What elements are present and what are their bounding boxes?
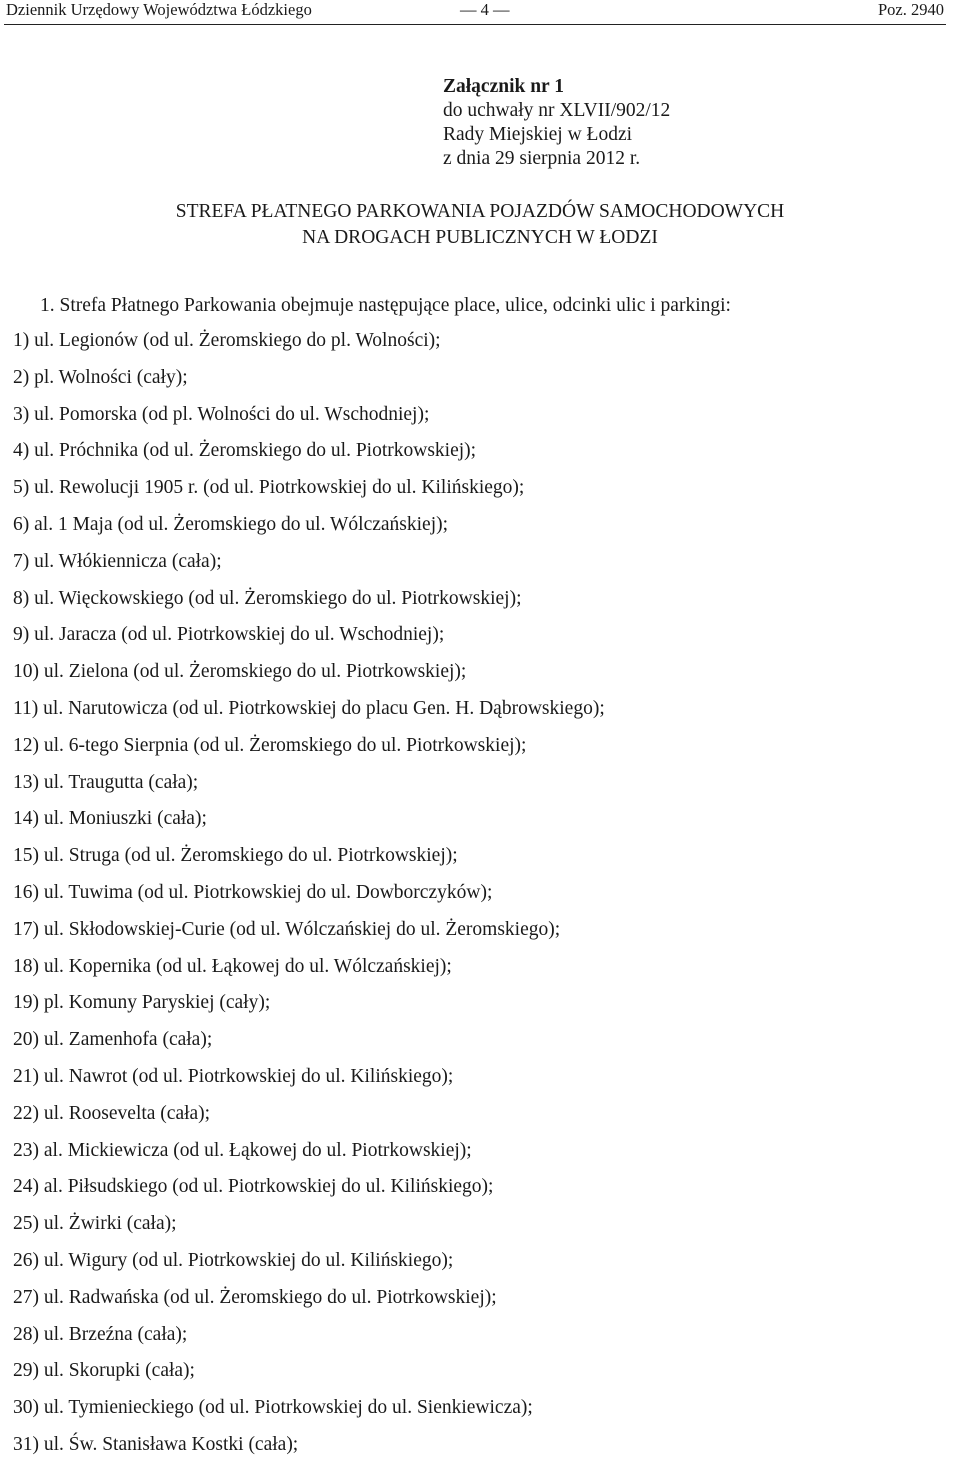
list-item: 4) ul. Próchnika (od ul. Żeromskiego do ul. Piotrkowskiej); <box>13 440 477 462</box>
list-item: 20) ul. Zamenhofa (cała); <box>13 1029 213 1051</box>
list-item: 31) ul. Św. Stanisława Kostki (cała); <box>13 1433 299 1455</box>
list-item: 5) ul. Rewolucji 1905 r. (od ul. Piotrkowskiej do ul. Kilińskiego); <box>13 477 525 499</box>
list-item: 22) ul. Roosevelta (cała); <box>13 1102 211 1124</box>
list-item: 16) ul. Tuwima (od ul. Piotrkowskiej do ul. Dowborczyków); <box>13 881 493 903</box>
heading-line-1: STREFA PŁATNEGO PARKOWANIA POJAZDÓW SAMOCHODOWYCH <box>175 201 785 222</box>
list-item: 21) ul. Nawrot (od ul. Piotrkowskiej do ul. Kilińskiego); <box>13 1065 454 1087</box>
heading-line-2: NA DROGACH PUBLICZNYCH W ŁODZI <box>302 227 658 248</box>
list-item: 8) ul. Więckowskiego (od ul. Żeromskiego do ul. Piotrkowskiej); <box>13 587 522 609</box>
header-rule <box>4 24 946 25</box>
annex-date: z dnia 29 sierpnia 2012 r. <box>443 148 641 169</box>
list-item: 11) ul. Narutowicza (od ul. Piotrkowskiej do placu Gen. H. Dąbrowskiego); <box>13 697 605 719</box>
list-item: 27) ul. Radwańska (od ul. Żeromskiego do ul. Piotrkowskiej); <box>13 1286 497 1308</box>
list-item: 29) ul. Skorupki (cała); <box>13 1360 195 1382</box>
list-item: 1) ul. Legionów (od ul. Żeromskiego do pl. Wolności); <box>13 330 441 351</box>
list-item: 3) ul. Pomorska (od pl. Wolności do ul. Wschodniej); <box>13 403 430 425</box>
list-item: 6) al. 1 Maja (od ul. Żeromskiego do ul. Wólczańskiej); <box>13 513 449 535</box>
page-header <box>0 0 960 26</box>
document-heading <box>0 199 960 251</box>
list-item: 23) al. Mickiewicza (od ul. Łąkowej do ul. Piotrkowskiej); <box>13 1139 472 1161</box>
list-item: 26) ul. Wigury (od ul. Piotrkowskiej do ul. Kilińskiego); <box>13 1249 454 1271</box>
list-item: 9) ul. Jaracza (od ul. Piotrkowskiej do ul. Wschodniej); <box>13 624 445 646</box>
list-item: 13) ul. Traugutta (cała); <box>13 771 199 793</box>
street-list <box>13 323 605 1464</box>
list-item: 15) ul. Struga (od ul. Żeromskiego do ul. Piotrkowskiej); <box>13 845 458 867</box>
page-number: — 4 — <box>460 0 510 19</box>
list-item: 17) ul. Skłodowskiej-Curie (od ul. Wólczańskiej do ul. Żeromskiego); <box>13 918 561 940</box>
annex-title: Załącznik nr 1 <box>443 76 564 97</box>
list-item: 30) ul. Tymienieckiego (od ul. Piotrkowskiej do ul. Sienkiewicza); <box>13 1397 533 1419</box>
annex-block <box>443 75 670 171</box>
list-item: 7) ul. Włókiennicza (cała); <box>13 550 222 572</box>
position-number: Poz. 2940 <box>878 0 944 19</box>
list-item: 19) pl. Komuny Paryskiej (cały); <box>13 992 271 1014</box>
list-item: 10) ul. Zielona (od ul. Żeromskiego do ul. Piotrkowskiej); <box>13 661 467 683</box>
list-item: 25) ul. Żwirki (cała); <box>13 1213 177 1235</box>
list-item: 18) ul. Kopernika (od ul. Łąkowej do ul. Wólczańskiej); <box>13 955 452 977</box>
list-item: 12) ul. 6-tego Sierpnia (od ul. Żeromskiego do ul. Piotrkowskiej); <box>13 734 527 756</box>
intro-paragraph: 1. Strefa Płatnego Parkowania obejmuje następujące place, ulice, odcinki ulic i parkingi: <box>40 295 731 316</box>
list-item: 28) ul. Brzeźna (cała); <box>13 1323 188 1345</box>
annex-resolution: do uchwały nr XLVII/902/12 <box>443 100 671 121</box>
list-item: 2) pl. Wolności (cały); <box>13 366 188 388</box>
annex-council: Rady Miejskiej w Łodzi <box>443 124 633 145</box>
journal-name: Dziennik Urzędowy Województwa Łódzkiego <box>6 0 312 19</box>
list-item: 14) ul. Moniuszki (cała); <box>13 808 207 830</box>
list-item: 24) al. Piłsudskiego (od ul. Piotrkowskiej do ul. Kilińskiego); <box>13 1176 494 1198</box>
